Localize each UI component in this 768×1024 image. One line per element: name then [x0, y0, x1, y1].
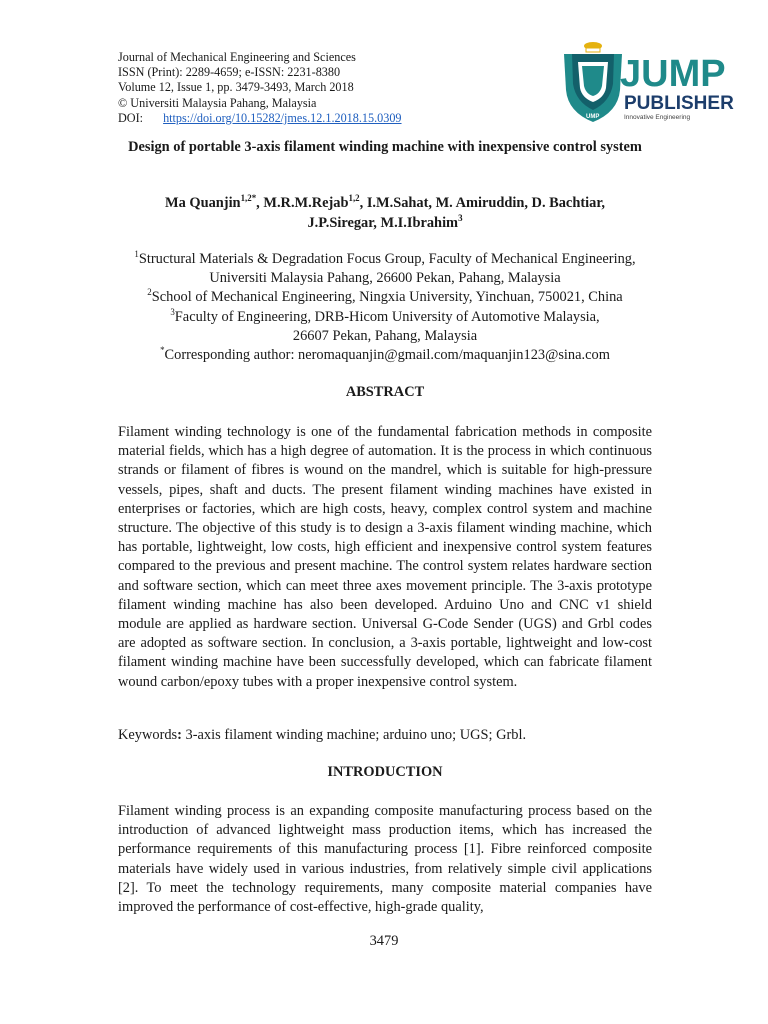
issn-line: ISSN (Print): 2289-4659; e-ISSN: 2231-8380 — [118, 65, 341, 80]
volume-line: Volume 12, Issue 1, pp. 3479-3493, March 2018 — [118, 80, 354, 95]
corresponding-author: Corresponding author: neromaquanjin@gmail.com/maquanjin123@sina.com — [164, 347, 610, 364]
keywords-colon: : — [177, 727, 182, 743]
affiliation-1: Structural Materials & Degradation Focus Group, Faculty of Mechanical Engineering, — [138, 251, 636, 267]
author-name: , I.M.Sahat, M. Amiruddin, D. Bachtiar, — [359, 195, 605, 211]
affil-sup: 2 — [147, 287, 152, 298]
doi-link[interactable]: https://doi.org/10.15282/jmes.12.1.2018.15.0309 — [163, 110, 402, 125]
copyright-line: © Universiti Malaysia Pahang, Malaysia — [118, 95, 317, 110]
affiliations — [110, 250, 660, 365]
corr-sup: * — [160, 345, 165, 356]
keywords-line — [118, 727, 526, 744]
page-number: 3479 — [369, 933, 399, 949]
author-sup: 3 — [458, 213, 463, 224]
journal-header — [118, 50, 402, 126]
doi-line — [118, 111, 402, 126]
affiliation-3: Faculty of Engineering, DRB-Hicom University of Automotive Malaysia, — [174, 308, 600, 325]
introduction-heading: INTRODUCTION — [327, 764, 443, 780]
author-sup: 1,2* — [240, 193, 257, 204]
introduction-text: Filament winding process is an expanding composite manufacturing process based on the introduction of advanced lightweight mass production items, which has increased the performance requirements of this manufacturing process [1]. Fibre reinforced composite materials have widely used in various industries, from relatively simple civil applications [2]. To meet the technology requirements, many composite material companies have improved the performance of cost-effective, high-grade quality, — [118, 803, 652, 916]
keywords-text: 3-axis filament winding machine; arduino uno; UGS; Grbl. — [181, 727, 527, 743]
author-name: , M.R.M.Rejab — [256, 195, 349, 211]
journal-name: Journal of Mechanical Engineering and Sciences — [118, 50, 356, 64]
affiliation-1-cont: Universiti Malaysia Pahang, 26600 Pekan, Pahang, Malaysia — [209, 270, 561, 287]
affiliation-2: School of Mechanical Engineering, Ningxia University, Yinchuan, 750021, China — [151, 289, 623, 306]
ump-publisher-logo — [560, 38, 734, 130]
logo-tagline: Innovative Engineering — [624, 114, 691, 121]
logo-badge-text: UMP — [586, 114, 600, 120]
author-name: Ma Quanjin — [165, 195, 241, 211]
abstract-heading: ABSTRACT — [345, 384, 425, 400]
author-sup: 1,2 — [348, 193, 360, 204]
logo-main-text: JUMP — [620, 53, 726, 95]
logo-sub-text: PUBLISHER — [624, 93, 734, 114]
affil-sup: 3 — [170, 306, 175, 317]
keywords-label: Keywords — [118, 727, 178, 743]
doi-label: DOI: — [118, 110, 144, 125]
abstract-text: Filament winding technology is one of the fundamental fabrication methods in composite material fields, which has a high degree of automation. It is the process in which continuous strands or filament of fibres is wound on the mandrel, which is suitable for high-pressure vessels, pipes, shaft and ducts. The present filament winding machines have existed in enterprises or factories, which are high costs, heavy, complex control system and machine structure. The objective of this study is to design a 3-axis filament winding machine, which has portable, lightweight, low costs, high efficient and inexpensive control system features compared to the previous and present machine. The control system relates hardware section and software section, which can meet three axes movement principle. The 3-axis prototype filament winding machine has also been developed. Arduino Uno and CNC v1 shield module are applied as hardware section. Universal G-Code Sender (UGS) and Grbl codes are adopted as software section. In conclusion, a 3-axis portable, lightweight and low-cost filament winding machine have been successfully developed, which can fabricate filament wound carbon/epoxy tubes with a proper inexpensive control system. — [118, 424, 652, 690]
paper-title: Design of portable 3-axis filament winding machine with inexpensive control system — [128, 139, 642, 155]
author-list — [118, 193, 652, 233]
affiliation-3-cont: 26607 Pekan, Pahang, Malaysia — [292, 327, 478, 344]
author-name: J.P.Siregar, M.I.Ibrahim — [307, 215, 459, 231]
affil-sup: 1 — [134, 249, 139, 260]
